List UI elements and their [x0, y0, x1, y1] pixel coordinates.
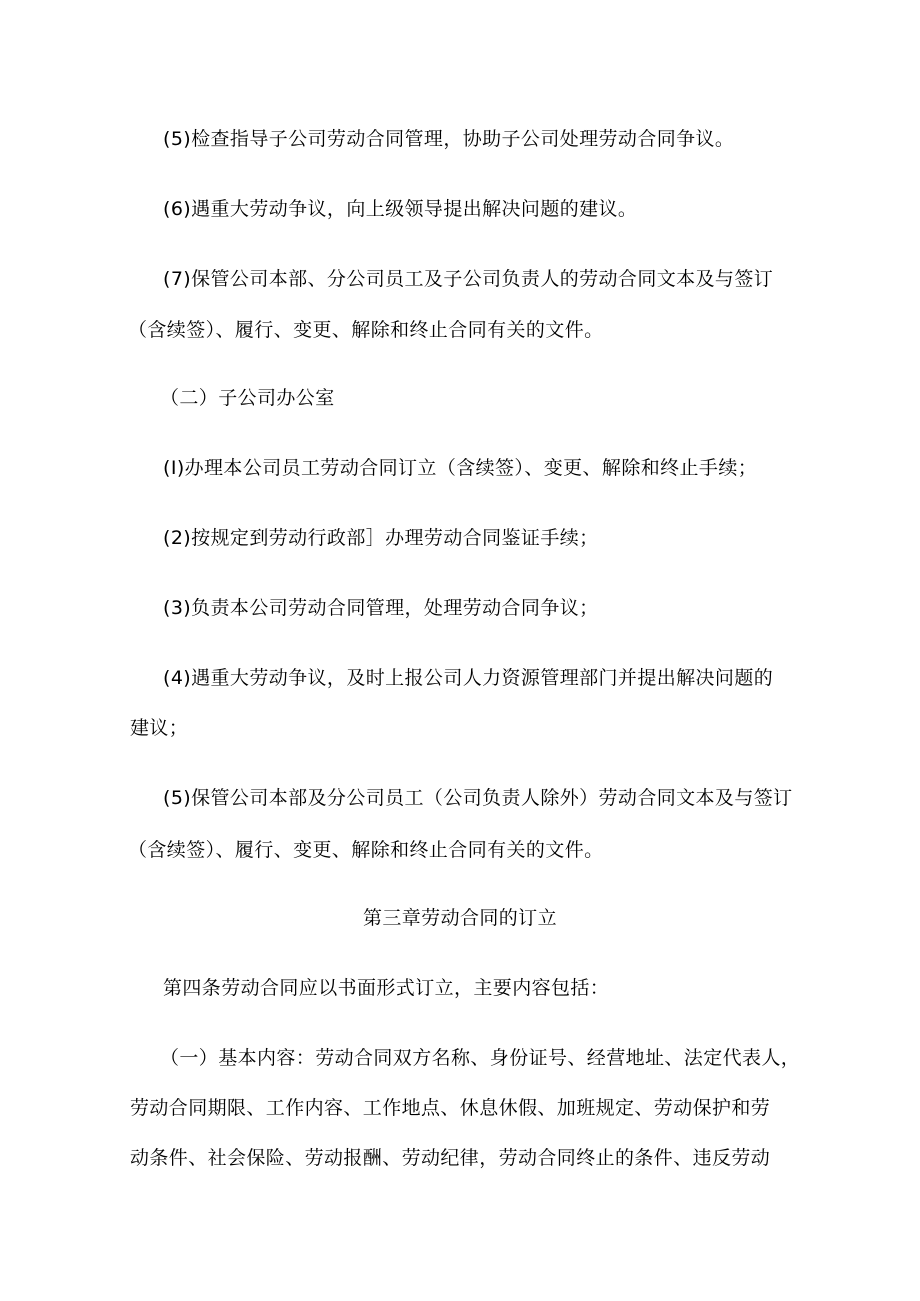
- paragraph-line: (2)按规定到劳动行政部］办理劳动合同鉴证手续；: [163, 527, 599, 549]
- paragraph-line: (6)遇重大劳动争议，向上级领导提出解决问题的建议。: [163, 198, 638, 220]
- paragraph-line: (4)遇重大劳动争议，及时上报公司人力资源管理部门并提出解决问题的: [163, 667, 774, 689]
- chapter-title: 第三章劳动合同的订立: [362, 907, 557, 929]
- paragraph-line: 建议；: [130, 717, 189, 739]
- paragraph-line: （含续签）、履行、变更、解除和终止合同有关的文件。: [128, 839, 604, 861]
- paragraph-line: (3)负责本公司劳动合同管理，处理劳动合同争议；: [163, 597, 599, 619]
- paragraph-line: (5)保管公司本部及分公司员工（公司负责人除外）劳动合同文本及与签订: [163, 787, 793, 809]
- paragraph-line: （一）基本内容：劳动合同双方名称、身份证号、经营地址、法定代表人，: [160, 1047, 801, 1069]
- article-line: 第四条劳动合同应以书面形式订立，主要内容包括：: [163, 977, 610, 999]
- paragraph-line: (5)检查指导子公司劳动合同管理，协助子公司处理劳动合同争议。: [163, 128, 735, 150]
- paragraph-line: (I)办理本公司员工劳动合同订立（含续签）、变更、解除和终止手续；: [163, 457, 758, 479]
- section-heading: （二）子公司办公室: [160, 387, 335, 409]
- paragraph-line: 劳动合同期限、工作内容、工作地点、休息休假、加班规定、劳动保护和劳: [130, 1097, 771, 1119]
- paragraph-line: (7)保管公司本部、分公司员工及子公司负责人的劳动合同文本及与签订: [163, 268, 774, 290]
- paragraph-line: 动条件、社会保险、劳动报酬、劳动纪律，劳动合同终止的条件、违反劳动: [130, 1147, 771, 1169]
- paragraph-line: （含续签）、履行、变更、解除和终止合同有关的文件。: [128, 319, 604, 341]
